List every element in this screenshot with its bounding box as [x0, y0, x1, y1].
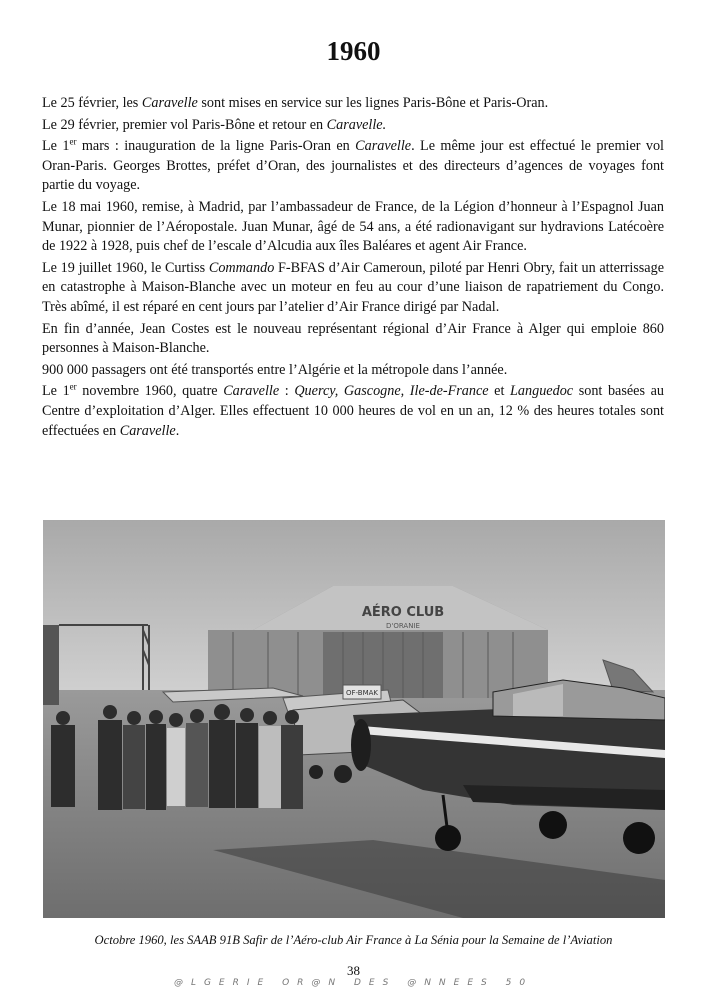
italic-text: Languedoc	[510, 383, 574, 400]
airfield-photo	[43, 520, 665, 918]
text-segment: . Le même jour est effectué le premier vol Oran-Paris. Georges Brottes, préfet d’Oran, des journalistes et des directeurs d’agences de voyages font partie du voyage.	[42, 138, 664, 194]
superscript: er	[69, 136, 77, 147]
italic-text: Caravelle.	[326, 116, 387, 133]
text-segment: .	[175, 422, 180, 439]
italic-text: Commando	[208, 259, 275, 276]
italic-text: Caravelle	[223, 383, 280, 400]
superscript: er	[69, 381, 77, 392]
page-title: 1960	[326, 36, 381, 66]
page-number: 38	[347, 963, 360, 978]
italic-text: Caravelle	[119, 422, 176, 439]
paragraph	[42, 259, 664, 318]
footer-text: @LGERIE OR@N DES @NNEES 50	[173, 978, 534, 988]
paragraph	[42, 137, 664, 196]
text-segment: sont basées au Centre d’exploitation d’Alger. Elles effectuent 10 000 heures de vol en un an, 12 % des heures totales sont effectuées en	[42, 383, 664, 439]
paragraph	[42, 198, 664, 257]
photo-caption: Octobre 1960, les SAAB 91B Safir de l’Aéro-club Air France à La Sénia pour la Semaine de l’Aviation	[94, 933, 613, 947]
text-segment: Le 1	[42, 138, 70, 155]
text-segment: novembre 1960, quatre	[76, 383, 224, 400]
left-building	[43, 625, 59, 705]
text-segment: sont mises en service sur les lignes Paris-Bône et Paris-Oran.	[197, 95, 549, 111]
text-segment: :	[279, 383, 295, 400]
hangar-sign: AÉRO CLUB	[361, 605, 445, 620]
text-segment: Le 1	[42, 383, 70, 400]
body-text	[42, 94, 664, 443]
text-segment: Le 19 juillet 1960, le Curtiss	[42, 259, 209, 276]
paragraph	[42, 116, 664, 136]
paragraph	[42, 94, 664, 114]
text-segment: Le 25 février, les	[42, 95, 142, 111]
text-segment: F-BFAS d’Air Cameroun, piloté par Henri Obry, fait un atterrissage en catastrophe à Maison-Blanche avec un moteur en feu au cour d’une liaison de rapatriement du Congo. Très abîmé, il est réparé en cent jours par l’atelier d’Air France dirigé par Nadal.	[42, 259, 664, 315]
aircraft-registration: OF-BMAK	[345, 689, 379, 697]
italic-text: Quercy, Gascogne, Ile-de-France	[294, 383, 489, 400]
text-segment: En fin d’année, Jean Costes est le nouveau représentant régional d’Air France à Alger qui emploie 860 personnes à Maison-Blanche.	[42, 320, 664, 357]
text-segment: 900 000 passagers ont été transportés entre l’Algérie et la métropole dans l’année.	[42, 361, 508, 378]
italic-text: Caravelle	[355, 138, 412, 155]
paragraph	[42, 320, 664, 359]
text-segment: et	[488, 383, 511, 400]
italic-text: Caravelle	[141, 95, 198, 111]
text-segment: Le 29 février, premier vol Paris-Bône et retour en	[42, 116, 327, 133]
paragraph	[42, 382, 664, 441]
text-segment: mars : inauguration de la ligne Paris-Oran en	[76, 138, 356, 155]
text-segment: Le 18 mai 1960, remise, à Madrid, par l’ambassadeur de France, de la Légion d’honneur à l’Espagnol Juan Munar, pionnier de l’Aéropostale. Juan Munar, âgé de 54 ans, a été radionavigant sur hydravions Latécoère de 1922 à 1928, puis chef de l’escale d’Alcudia aux îles Baléares et agent Air France.	[42, 198, 664, 255]
photograph	[43, 520, 665, 918]
hangar-sign-sub: D'ORANIE	[386, 622, 420, 630]
paragraph	[42, 361, 664, 381]
